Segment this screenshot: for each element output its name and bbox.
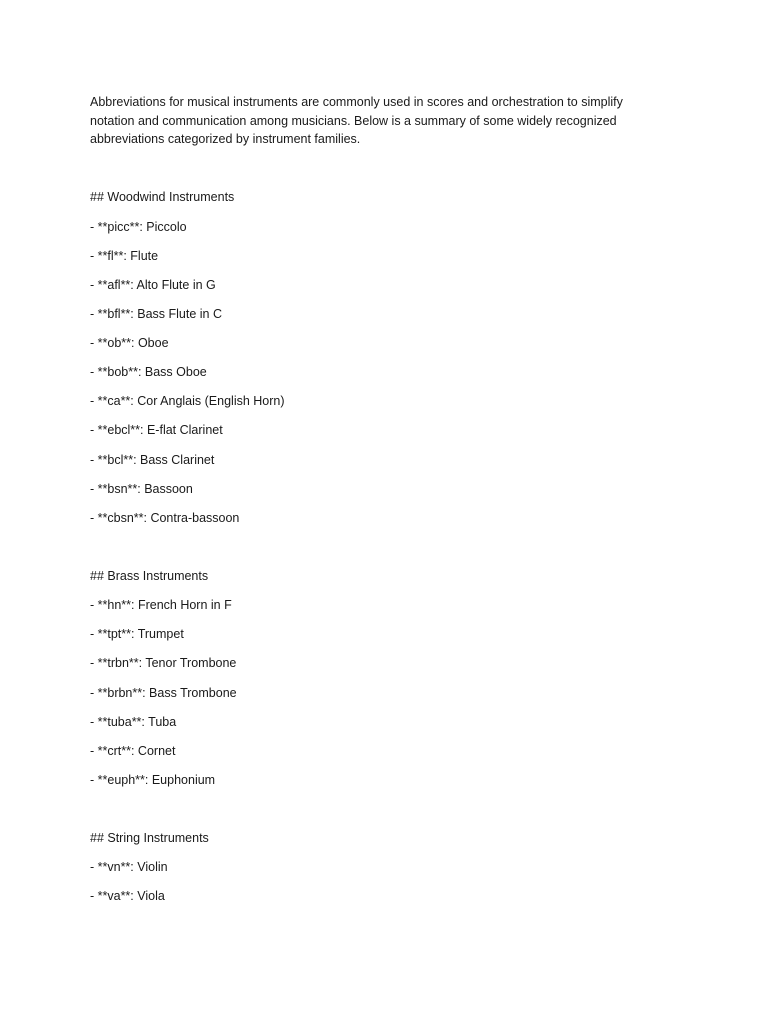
list-item: - **afl**: Alto Flute in G (90, 278, 216, 292)
list-item: - **euph**: Euphonium (90, 773, 216, 787)
intro-paragraph: Abbreviations for musical instruments are commonly used in scores and orchestration to simplify notation and communication among musicians. Below is a summary of some widely recognized abbreviations categorized by instrument families. (90, 95, 623, 147)
list-item: - **brbn**: Bass Trombone (90, 686, 237, 700)
list-item: - **hn**: French Horn in F (90, 598, 232, 612)
list-item: - **ob**: Oboe (90, 336, 169, 350)
list-item: - **bfl**: Bass Flute in C (90, 307, 222, 321)
list-item: - **bcl**: Bass Clarinet (90, 453, 215, 467)
list-item: - **vn**: Violin (90, 860, 168, 874)
list-item: - **tpt**: Trumpet (90, 627, 184, 641)
list-item: - **trbn**: Tenor Trombone (90, 656, 237, 670)
list-item: - **bob**: Bass Oboe (90, 365, 207, 379)
list-item: - **fl**: Flute (90, 249, 159, 263)
list-item: - **ca**: Cor Anglais (English Horn) (90, 394, 285, 408)
list-item: - **cbsn**: Contra-bassoon (90, 511, 240, 525)
section-heading-strings: ## String Instruments (90, 831, 209, 845)
list-item: - **crt**: Cornet (90, 744, 176, 758)
list-item: - **ebcl**: E-flat Clarinet (90, 423, 223, 437)
section-heading-brass: ## Brass Instruments (90, 569, 209, 583)
list-item: - **bsn**: Bassoon (90, 482, 193, 496)
list-item: - **tuba**: Tuba (90, 715, 177, 729)
section-heading-woodwind: ## Woodwind Instruments (90, 190, 235, 204)
list-item: - **picc**: Piccolo (90, 220, 187, 234)
list-item: - **va**: Viola (90, 889, 165, 903)
